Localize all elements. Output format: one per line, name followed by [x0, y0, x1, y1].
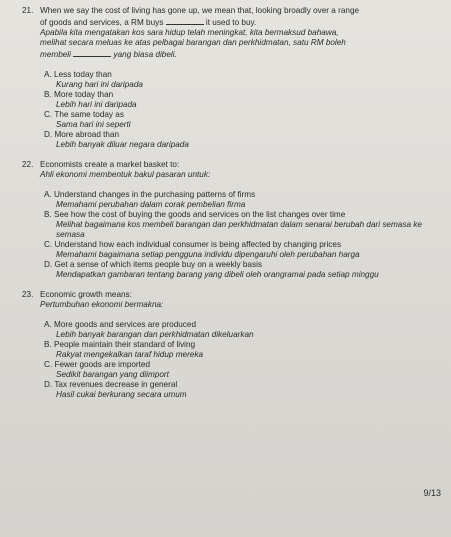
option-d[interactable] [44, 130, 431, 150]
option-ms: Lebih banyak diluar negara daripada [56, 140, 189, 149]
answer-blank [73, 48, 111, 57]
option-en: A. More goods and services are produced [44, 320, 197, 329]
question-21 [22, 6, 431, 150]
stem-en-line [40, 16, 431, 28]
option-ms: Sedikit barangan yang diimport [56, 370, 169, 379]
page-number: 9/13 [423, 488, 441, 498]
question-21-stem [22, 6, 431, 60]
option-c[interactable] [44, 360, 431, 380]
stem-ms-text: yang biasa dibeli. [113, 50, 177, 59]
option-d[interactable] [44, 380, 431, 400]
stem-en-line: When we say the cost of living has gone up, we mean that, looking broadly over a range [40, 6, 360, 15]
option-ms: Lebih banyak barangan dan perkhidmatan dikeluarkan [56, 330, 254, 339]
option-en: A. Less today than [44, 70, 112, 79]
stem-en-text: of goods and services, a RM buys [40, 18, 164, 27]
question-22-stem [22, 160, 431, 180]
option-c[interactable] [44, 240, 431, 260]
option-ms: Memahami perubahan dalam corak pembelian firma [56, 200, 246, 209]
option-ms: Hasil cukai berkurang secara umum [56, 390, 187, 399]
option-ms: Kurang hari ini daripada [56, 80, 143, 89]
stem-ms-line: Ahli ekonomi membentuk bakul pasaran untuk: [40, 170, 211, 179]
question-23-options [44, 320, 431, 400]
option-en: D. Tax revenues decrease in general [44, 380, 178, 389]
option-en: B. More today than [44, 90, 114, 99]
question-number: 21. [22, 6, 34, 15]
option-ms: Memahami bagaimana setiap pengguna individu dipengaruhi oleh perubahan harga [56, 250, 360, 259]
question-22-options [44, 190, 431, 280]
stem-en-text: it used to buy. [205, 18, 257, 27]
option-c[interactable] [44, 110, 431, 130]
option-ms: Sama hari ini seperti [56, 120, 131, 129]
option-ms: Melihat bagaimana kos membeli barangan dan perkhidmatan dalam senarai berubah dari semasa ke semasa [56, 220, 422, 239]
stem-en-line: Economists create a market basket to: [40, 160, 180, 169]
stem-ms-line: Pertumbuhan ekonomi bermakna: [40, 300, 164, 309]
question-23-stem [22, 290, 431, 310]
question-22 [22, 160, 431, 280]
option-b[interactable] [44, 90, 431, 110]
answer-blank [166, 16, 204, 25]
option-en: D. More abroad than [44, 130, 120, 139]
option-a[interactable] [44, 70, 431, 90]
option-a[interactable] [44, 320, 431, 340]
question-number: 22. [22, 160, 34, 169]
stem-ms-text: membeli [40, 50, 71, 59]
stem-ms-line [40, 48, 431, 60]
option-en: B. See how the cost of buying the goods and services on the list changes over time [44, 210, 346, 219]
stem-ms-line: Apabila kita mengatakan kos sara hidup telah meningkat, kita bermaksud bahawa, [40, 28, 339, 37]
option-en: A. Understand changes in the purchasing patterns of firms [44, 190, 256, 199]
stem-en-line: Economic growth means: [40, 290, 132, 299]
option-en: C. Understand how each individual consumer is being affected by changing prices [44, 240, 342, 249]
stem-ms-line: melihat secara meluas ke atas pelbagai barangan dan perkhidmatan, satu RM boleh [40, 38, 346, 47]
option-d[interactable] [44, 260, 431, 280]
question-21-options [44, 70, 431, 150]
option-b[interactable] [44, 210, 431, 240]
option-en: C. The same today as [44, 110, 124, 119]
option-en: C. Fewer goods are imported [44, 360, 151, 369]
question-23 [22, 290, 431, 400]
option-ms: Rakyat mengekalkan taraf hidup mereka [56, 350, 203, 359]
option-b[interactable] [44, 340, 431, 360]
question-number: 23. [22, 290, 34, 299]
option-en: D. Get a sense of which items people buy on a weekly basis [44, 260, 262, 269]
option-ms: Mendapatkan gambaran tentang barang yang dibeli oleh orangramai pada setiap minggu [56, 270, 379, 279]
option-a[interactable] [44, 190, 431, 210]
option-ms: Lebih hari ini daripada [56, 100, 137, 109]
option-en: B. People maintain their standard of living [44, 340, 196, 349]
